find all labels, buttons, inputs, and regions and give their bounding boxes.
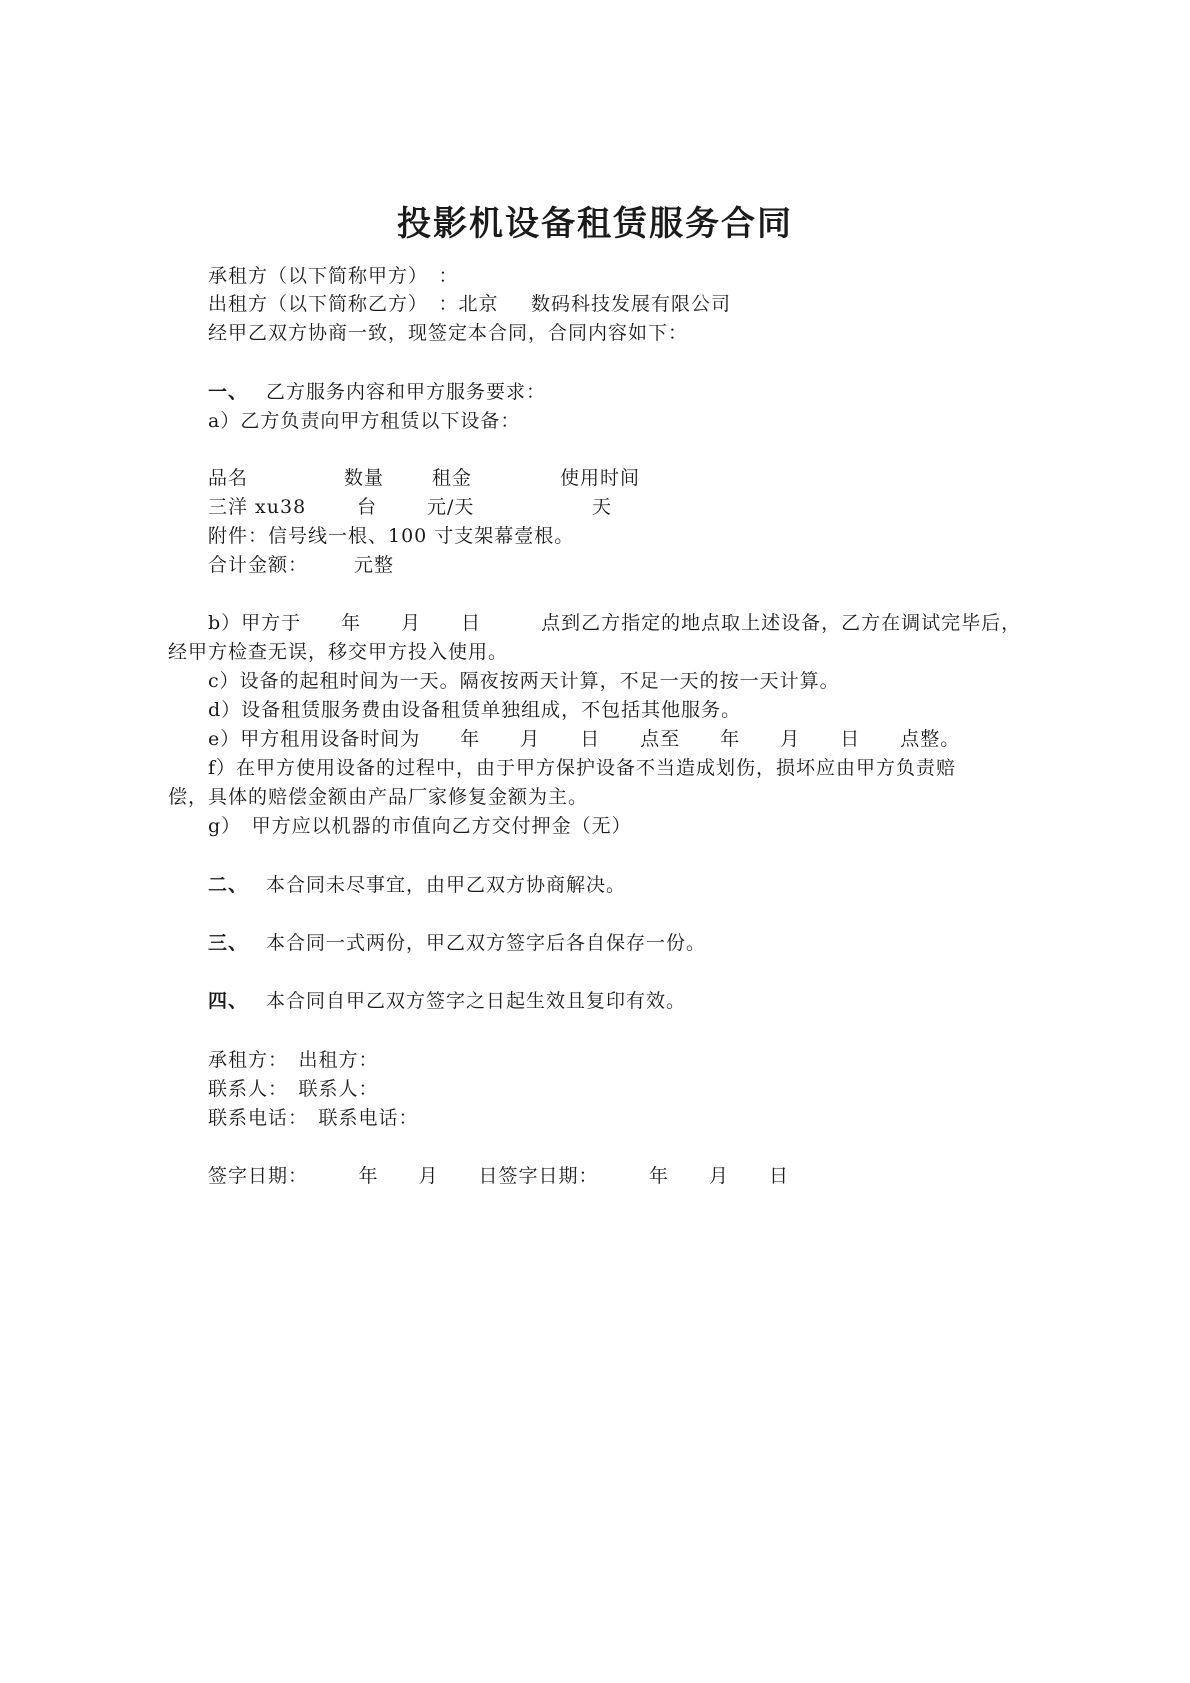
section1-heading: 乙方服务内容和甲方服务要求： [266,381,547,403]
lessor-prefix: 出租方（以下简称乙方） ：北京 [208,293,499,315]
section2-number: 二、 [208,874,249,896]
signature-phones: 联系电话： 联系电话： [208,1107,419,1129]
lessor-company: 数码科技发展有限公司 [531,293,732,315]
clause-f-line2: 偿，具体的赔偿金额由产品厂家修复金额为主。 [168,786,589,808]
clause-a: a）乙方负责向甲方租赁以下设备： [208,410,521,432]
clause-g: g） 甲方应以机器的市值向乙方交付押金（无） [208,815,632,837]
section1-number: 一、 [208,381,249,403]
table-header-rent: 租金 [432,467,473,489]
section4-text: 本合同自甲乙双方签字之日起生效且复印有效。 [266,990,687,1012]
signature-contacts: 联系人： 联系人： [208,1078,379,1100]
table-header-quantity: 数量 [344,467,385,489]
signature-parties: 承租方： 出租方： [208,1049,379,1071]
section3-number: 三、 [208,932,249,954]
table-cell-model: 三洋 xu38 [208,496,307,518]
clause-e: e）甲方租用设备时间为 年 月 日 点至 年 月 日 点整。 [208,728,961,750]
section3-text: 本合同一式两份，甲乙双方签字后各自保存一份。 [266,932,707,954]
table-cell-rent-unit: 元/天 [427,496,475,518]
total-label: 合计金额： [208,554,309,576]
section2-text: 本合同未尽事宜，由甲乙双方协商解决。 [266,874,627,896]
clause-f-line1: f）在甲方使用设备的过程中，由于甲方保护设备不当造成划伤，损坏应由甲方负责赔 [208,757,957,779]
section4-number: 四、 [208,990,249,1012]
clause-c: c）设备的起租时间为一天。隔夜按两天计算，不足一天的按一天计算。 [208,670,840,692]
accessories-line: 附件：信号线一根、100 寸支架幕壹根。 [208,525,575,547]
table-cell-unit: 台 [357,496,378,518]
clause-b-line2: 经甲方检查无误，移交甲方投入使用。 [168,641,509,663]
document-title: 投影机设备租赁服务合同 [397,204,793,244]
table-cell-days: 天 [592,496,613,518]
table-header-duration: 使用时间 [560,467,641,489]
intro-line: 经甲乙双方协商一致，现签定本合同，合同内容如下： [208,322,689,344]
table-header-name: 品名 [208,467,249,489]
total-unit: 元整 [354,554,395,576]
clause-d: d）设备租赁服务费由设备租赁单独组成，不包括其他服务。 [208,699,742,721]
signature-dates: 签字日期： 年 月 日签字日期： 年 月 日 [208,1165,790,1187]
clause-b-line1: b）甲方于 年 月 日 点到乙方指定的地点取上述设备，乙方在调试完毕后， [208,612,1022,634]
lessee-line: 承租方（以下简称甲方） ： [208,265,459,287]
